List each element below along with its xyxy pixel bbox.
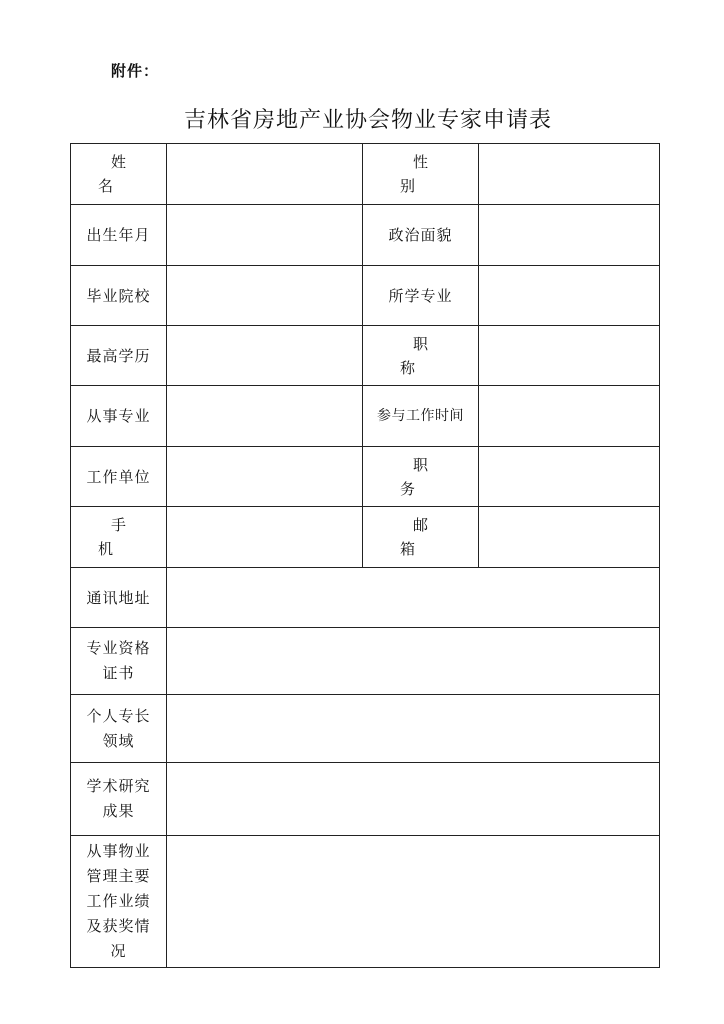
table-row [71, 568, 660, 628]
application-form-table [70, 143, 660, 968]
table-row [71, 447, 660, 507]
education-field[interactable] [167, 326, 363, 386]
school-field[interactable] [167, 266, 363, 326]
address-field[interactable] [167, 568, 660, 628]
table-row [71, 628, 660, 695]
table-row [71, 507, 660, 568]
education-label: 最高学历 [71, 326, 167, 386]
position-field[interactable] [479, 447, 660, 507]
school-label: 毕业院校 [71, 266, 167, 326]
achievements-field[interactable] [167, 836, 660, 968]
profession-field[interactable] [167, 386, 363, 447]
expertise-label-text: 个人专长领域 [86, 706, 151, 750]
employer-label: 工作单位 [71, 447, 167, 507]
profession-label: 从事专业 [71, 386, 167, 447]
mobile-field[interactable] [167, 507, 363, 568]
birth-field[interactable] [167, 205, 363, 266]
address-label: 通讯地址 [71, 568, 167, 628]
gender-label: 性 别 [363, 144, 479, 205]
table-row [71, 836, 660, 968]
work-start-field[interactable] [479, 386, 660, 447]
table-row [71, 763, 660, 836]
research-label-text: 学术研究成果 [86, 777, 151, 820]
mobile-label: 手 机 [71, 507, 167, 568]
research-field[interactable] [167, 763, 660, 836]
expertise-label [71, 695, 167, 763]
gender-field[interactable] [479, 144, 660, 205]
table-row [71, 266, 660, 326]
certificates-label [71, 628, 167, 695]
research-label [71, 763, 167, 836]
major-field[interactable] [479, 266, 660, 326]
table-row [71, 205, 660, 266]
achievements-label-text: 从事物业管理主要工作业绩及获奖情况 [86, 842, 151, 960]
employer-field[interactable] [167, 447, 363, 507]
email-label: 邮 箱 [363, 507, 479, 568]
table-row [71, 326, 660, 386]
table-row [71, 144, 660, 205]
politics-field[interactable] [479, 205, 660, 266]
certificates-field[interactable] [167, 628, 660, 695]
birth-label: 出生年月 [71, 205, 167, 266]
work-start-label: 参与工作时间 [363, 386, 479, 447]
position-label: 职 务 [363, 447, 479, 507]
certificates-label-text: 专业资格证书 [86, 639, 151, 682]
table-row [71, 695, 660, 763]
politics-label: 政治面貌 [363, 205, 479, 266]
job-title-label: 职 称 [363, 326, 479, 386]
expertise-field[interactable] [167, 695, 660, 763]
email-field[interactable] [479, 507, 660, 568]
job-title-field[interactable] [479, 326, 660, 386]
major-label: 所学专业 [363, 266, 479, 326]
name-field[interactable] [167, 144, 363, 205]
form-title: 吉林省房地产业协会物业专家申请表 [183, 108, 552, 133]
attachment-label: 附件： [111, 62, 160, 80]
table-row [71, 386, 660, 447]
achievements-label [71, 836, 167, 968]
name-label: 姓 名 [71, 144, 167, 205]
